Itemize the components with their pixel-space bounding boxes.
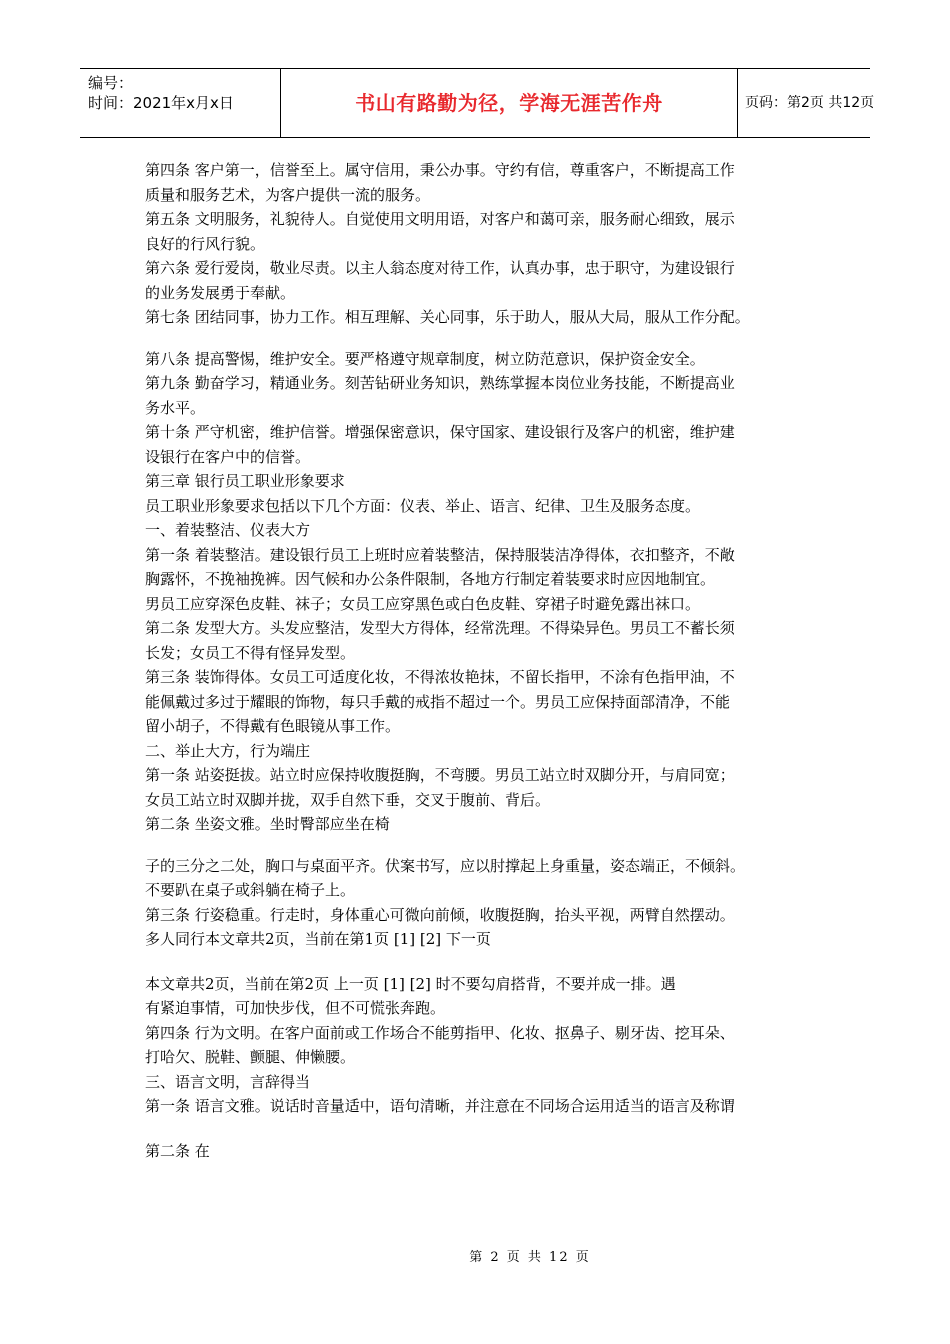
body-line: 质量和服务艺术，为客户提供一流的服务。 <box>145 185 431 204</box>
body-line: 子的三分之二处，胸口与桌面平齐。伏案书写，应以肘撑起上身重量，姿态端正，不倾斜。 <box>145 856 746 875</box>
body-line: 第二条 坐姿文雅。坐时臀部应坐在椅 <box>145 815 390 833</box>
body-line: 女员工站立时双脚并拢，双手自然下垂，交叉于腹前、背后。 <box>145 790 551 809</box>
body-line: 第七条 团结同事，协力工作。相互理解、关心同事，乐于助人，服从大局，服从工作分配。 <box>145 308 750 326</box>
document-body <box>145 158 815 1163</box>
body-line: 第五条 文明服务，礼貌待人。自觉使用文明用语，对客户和蔼可亲，服务耐心细致，展示 <box>145 210 735 228</box>
body-line: 第一条 语言文雅。说话时音量适中，语句清晰，并注意在不同场合运用适当的语言及称谓 <box>145 1097 735 1115</box>
pagination-line: 本文章共2页，当前在第2页 上一页 [1] [2] 时不要勾肩搭背，不要并成一排。遇 <box>145 974 676 993</box>
body-line: 不要趴在桌子或斜躺在椅子上。 <box>145 881 356 899</box>
body-line: 第六条 爱行爱岗，敬业尽责。以主人翁态度对待工作，认真办事，忠于职守，为建设银行 <box>145 259 735 277</box>
page-header <box>80 68 875 138</box>
pagination-line: 多人同行本文章共2页，当前在第1页 [1] [2] 下一页 <box>145 930 491 948</box>
body-line: 第一条 着装整洁。建设银行员工上班时应着装整洁，保持服装洁净得体，衣扣整齐，不敞 <box>145 545 735 564</box>
body-line: 第四条 行为文明。在客户面前或工作场合不能剪指甲、化妆、抠鼻子、剔牙齿、挖耳朵、 <box>145 1023 735 1042</box>
body-line: 打哈欠、脱鞋、颤腿、伸懒腰。 <box>145 1048 356 1066</box>
body-line: 的业务发展勇于奉献。 <box>145 283 296 302</box>
paragraph-gap <box>145 330 815 347</box>
body-line: 第二条 发型大方。头发应整洁，发型大方得体，经常洗理。不得染异色。男员工不蓄长须 <box>145 619 735 637</box>
body-line: 有紧迫事情，可加快步伐，但不可慌张奔跑。 <box>145 999 446 1017</box>
header-page-cell <box>737 69 875 137</box>
body-line: 第四条 客户第一，信誉至上。属守信用，秉公办事。守约有信，尊重客户，不断提高工作 <box>145 161 735 179</box>
body-line: 第八条 提高警惕，维护安全。要严格遵守规章制度，树立防范意识，保护资金安全。 <box>145 349 705 368</box>
date-label: 时间：2021年x月x日 <box>88 94 234 112</box>
paragraph-gap <box>145 952 815 972</box>
body-line: 胸露怀，不挽袖挽裤。因气候和办公条件限制，各地方行制定着装要求时应因地制宜。 <box>145 570 716 588</box>
body-line: 留小胡子，不得戴有色眼镜从事工作。 <box>145 717 401 735</box>
body-line: 长发；女员工不得有怪异发型。 <box>145 643 356 662</box>
section-heading: 三、语言文明，言辞得当 <box>145 1072 311 1091</box>
body-line: 务水平。 <box>145 398 206 417</box>
body-line: 第三条 行姿稳重。行走时，身体重心可微向前倾，收腹挺胸，抬头平视，两臂自然摆动。 <box>145 905 735 924</box>
body-line: 第九条 勤奋学习，精通业务。刻苦钻研业务知识，熟练掌握本岗位业务技能，不断提高业 <box>145 374 735 392</box>
section-heading: 二、举止大方，行为端庄 <box>145 741 311 760</box>
paragraph-gap <box>145 837 815 854</box>
body-line: 第十条 严守机密，维护信誉。增强保密意识，保守国家、建设银行及客户的机密，维护建 <box>145 423 735 441</box>
body-line: 设银行在客户中的信誉。 <box>145 447 311 466</box>
number-label: 编号： <box>88 74 134 92</box>
section-heading: 一、着装整洁、仪表大方 <box>145 521 311 539</box>
motto-text: 书山有路勤为径，学海无涯苦作舟 <box>355 91 663 115</box>
section-heading: 第三章 银行员工职业形象要求 <box>145 472 345 490</box>
header-motto-cell <box>280 69 738 137</box>
page-footer: 第 2 页 共 12 页 <box>469 1250 591 1265</box>
body-line: 第二条 在 <box>145 1141 210 1160</box>
body-line: 第三条 装饰得体。女员工可适度化妆，不得浓妆艳抹，不留长指甲，不涂有色指甲油，不 <box>145 668 735 686</box>
paragraph-gap <box>145 1119 815 1139</box>
page-indicator: 页码：第2页 共12页 <box>745 95 875 111</box>
body-line: 第一条 站姿挺拔。站立时应保持收腹挺胸，不弯腰。男员工站立时双脚分开，与肩同宽； <box>145 766 735 784</box>
body-line: 能佩戴过多过于耀眼的饰物，每只手戴的戒指不超过一个。男员工应保持面部清净，不能 <box>145 692 731 711</box>
body-line: 男员工应穿深色皮鞋、袜子；女员工应穿黑色或白色皮鞋、穿裙子时避免露出袜口。 <box>145 594 701 613</box>
body-line: 员工职业形象要求包括以下几个方面：仪表、举止、语言、纪律、卫生及服务态度。 <box>145 496 701 515</box>
body-line: 良好的行风行貌。 <box>145 234 266 253</box>
header-meta <box>80 69 280 137</box>
